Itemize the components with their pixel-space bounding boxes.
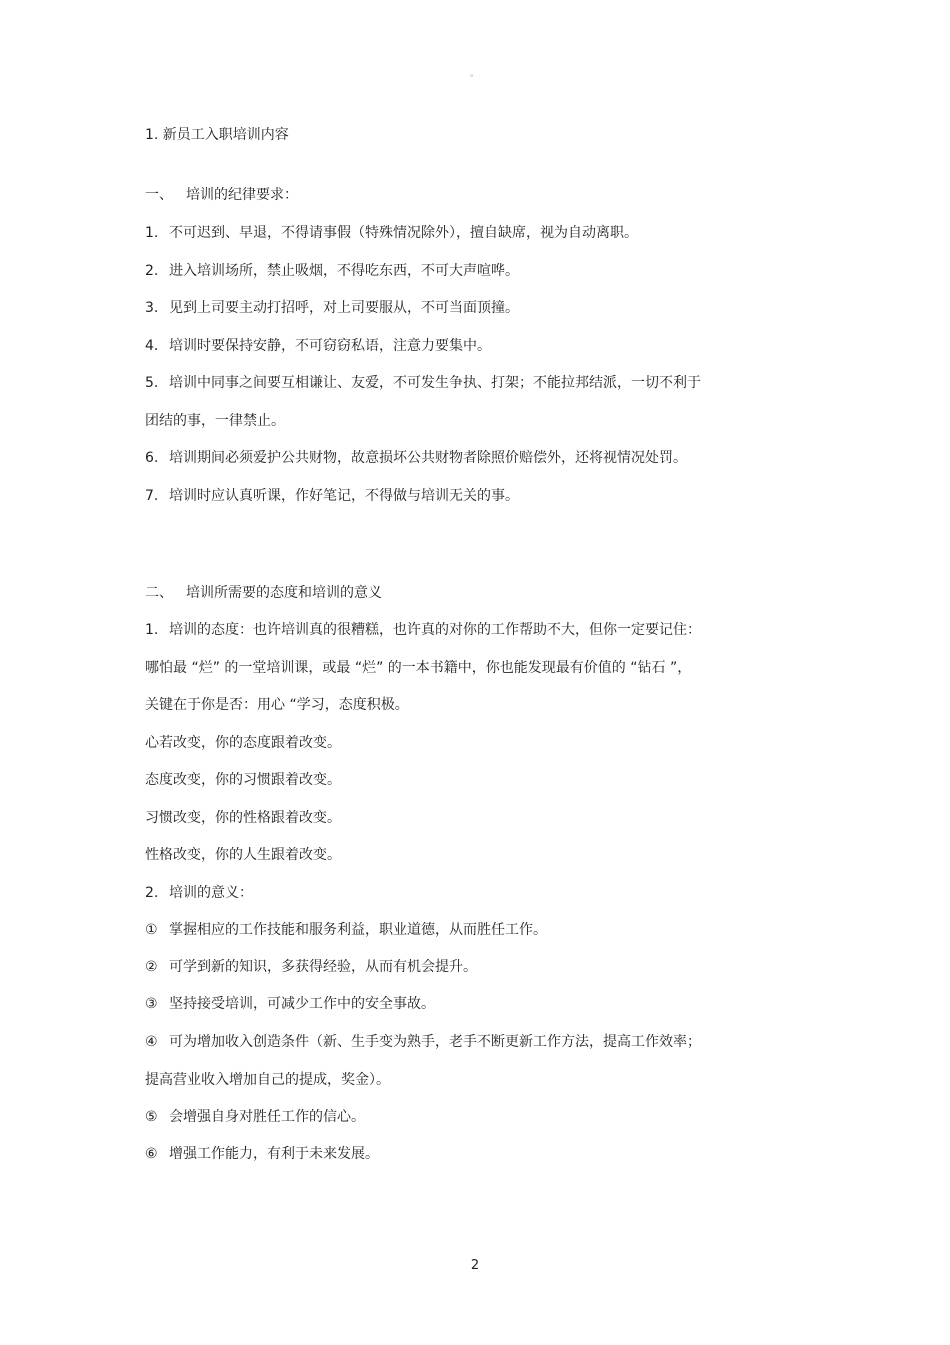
discipline-item-7 [145,487,519,505]
item-number: 4. [145,338,159,354]
attitude-line-2: 关键在于你是否：用心 “学习，态度积极。 [145,697,409,713]
item-text: 见到上司要主动打招呼，对上司要服从，不可当面顶撞。 [169,300,519,316]
item-text: 进入培训场所，禁止吸烟，不得吃东西，不可大声喧哗。 [169,263,519,279]
meaning-item-1 [145,921,547,939]
circled-number: ⑤ [145,1109,158,1125]
item-text: 增强工作能力，有利于未来发展。 [169,1146,379,1162]
attitude-line-6: 性格改变，你的人生跟着改变。 [145,847,341,863]
discipline-item-2 [145,262,519,280]
meaning-heading [145,884,253,902]
discipline-item-6 [145,449,687,467]
document-title: 1. 新员工入职培训内容 [145,127,289,143]
meaning-item-4-continuation: 提高营业收入增加自己的提成，奖金）。 [145,1072,390,1088]
item-text: 可为增加收入创造条件（新、生手变为熟手，老手不断更新工作方法，提高工作效率； [169,1034,701,1050]
item-text: 不可迟到、早退，不得请事假（特殊情况除外），擅自缺席，视为自动离职。 [169,225,638,241]
attitude-heading [145,621,701,639]
attitude-line-5: 习惯改变，你的性格跟着改变。 [145,810,341,826]
discipline-item-4 [145,337,491,355]
item-number: 6. [145,450,159,466]
circled-number: ④ [145,1034,158,1050]
meaning-item-3 [145,995,435,1013]
discipline-item-1 [145,224,638,242]
item-text: 会增强自身对胜任工作的信心。 [169,1109,365,1125]
discipline-item-5 [145,374,701,392]
section2-heading [145,584,382,602]
section1-prefix: 一、 [145,187,173,203]
item-text: 培训中同事之间要互相谦让、友爱，不可发生争执、打架；不能拉邦结派，一切不利于 [169,375,701,391]
meaning-item-2 [145,958,477,976]
header-mark: 。 [470,69,480,79]
attitude-line-3: 心若改变，你的态度跟着改变。 [145,735,341,751]
meaning-item-5 [145,1108,365,1126]
item-number: 7. [145,488,159,504]
item-number: 2. [145,885,159,901]
item-number: 5. [145,375,159,391]
circled-number: ③ [145,996,158,1012]
attitude-line-1: 哪怕最 “烂” 的一堂培训课，或最 “烂” 的一本书籍中，你也能发现最有价值的 “钻石 ”， [145,660,692,676]
discipline-item-5-continuation: 团结的事，一律禁止。 [145,413,285,429]
discipline-item-3 [145,299,519,317]
circled-number: ② [145,959,158,975]
circled-number: ① [145,922,158,938]
item-text: 掌握相应的工作技能和服务利益，职业道德，从而胜任工作。 [169,922,547,938]
attitude-text: 培训的态度：也许培训真的很糟糕，也许真的对你的工作帮助不大，但你一定要记住： [169,622,701,638]
item-number: 1. [145,225,159,241]
item-text: 培训期间必须爱护公共财物，故意损坏公共财物者除照价赔偿外，还将视情况处罚。 [169,450,687,466]
meaning-item-4 [145,1033,701,1051]
item-text: 培训时应认真听课，作好笔记，不得做与培训无关的事。 [169,488,519,504]
meaning-item-6 [145,1145,379,1163]
section2-title: 培训所需要的态度和培训的意义 [186,585,382,601]
item-number: 3. [145,300,159,316]
circled-number: ⑥ [145,1146,158,1162]
meaning-title: 培训的意义： [169,885,253,901]
item-number: 2. [145,263,159,279]
section1-heading [145,186,298,204]
section2-prefix: 二、 [145,585,173,601]
item-text: 培训时要保持安静，不可窃窃私语，注意力要集中。 [169,338,491,354]
page-number: 2 [470,1258,480,1273]
item-number: 1. [145,622,159,638]
attitude-line-4: 态度改变，你的习惯跟着改变。 [145,772,341,788]
item-text: 可学到新的知识，多获得经验，从而有机会提升。 [169,959,477,975]
item-text: 坚持接受培训，可减少工作中的安全事故。 [169,996,435,1012]
section1-title: 培训的纪律要求： [186,187,298,203]
